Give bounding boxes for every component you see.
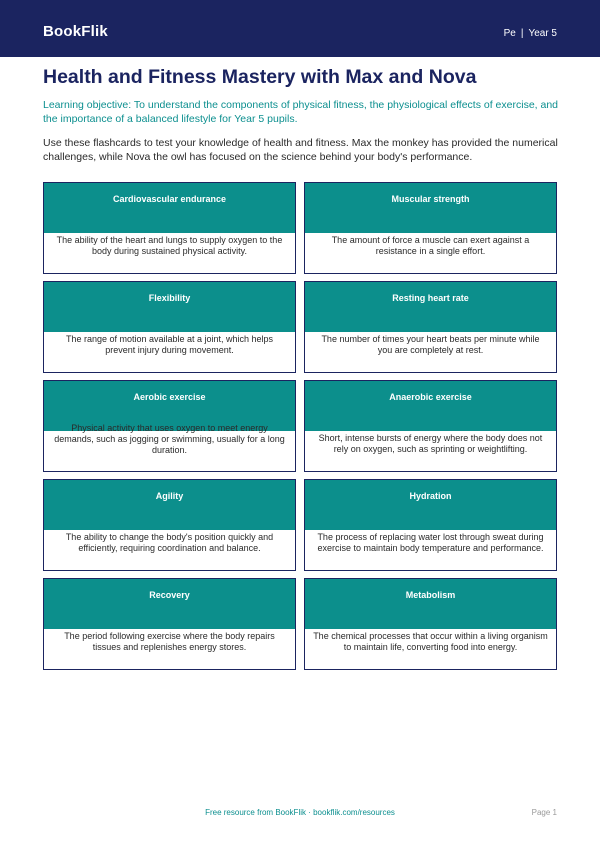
flashcard-definition: The period following exercise where the body repairs tissues and replenishes energy stores.: [64, 631, 275, 652]
page-number: Page 1: [531, 808, 557, 817]
flashcard[interactable]: [43, 281, 296, 373]
intro-text: Use these flashcards to test your knowledge of health and fitness. Max the monkey has provided the numerical challenges, while Nova the owl has focused on the science behind your body's performance.: [43, 137, 558, 163]
flashcard-front: [305, 183, 556, 233]
flashcard[interactable]: [304, 380, 557, 472]
flashcard-grid: [43, 182, 557, 670]
flashcard-front: [44, 282, 295, 332]
flashcard-back: [305, 629, 556, 669]
flashcard-back: [305, 233, 556, 273]
flashcard-front: [305, 282, 556, 332]
flashcard-definition: The amount of force a muscle can exert against a resistance in a single effort.: [331, 235, 530, 256]
flashcard[interactable]: [304, 182, 557, 274]
flashcard-front: [44, 480, 295, 530]
flashcard-back: [44, 332, 295, 372]
flashcard-definition: Physical activity that uses oxygen to meet energy demands, such as jogging or swimming, usually for a long duration.: [54, 423, 285, 455]
flashcard-term: Agility: [155, 491, 184, 501]
flashcard-term: Recovery: [149, 590, 190, 600]
flashcard-back: [305, 530, 556, 570]
flashcard-front: [305, 480, 556, 530]
flashcard-term: Muscular strength: [391, 194, 470, 204]
flashcard-definition: The process of replacing water lost through sweat during exercise to maintain body temperature and performance.: [317, 532, 544, 553]
flashcard[interactable]: [43, 479, 296, 571]
flashcard-term: Aerobic exercise: [133, 392, 206, 402]
flashcard[interactable]: [304, 281, 557, 373]
flashcard-back: [44, 530, 295, 570]
page-header: [0, 0, 600, 57]
flashcard-front: [44, 183, 295, 233]
flashcard-definition: Short, intense bursts of energy where the body does not rely on oxygen, such as sprinting or weightlifting.: [318, 433, 543, 454]
flashcard-front: [305, 381, 556, 431]
brand-logo: BookFlik: [43, 23, 108, 40]
flashcard-back: [44, 423, 295, 471]
year-label: Year 5: [528, 28, 557, 39]
flashcard-term: Anaerobic exercise: [389, 392, 472, 402]
subject-label: Pe: [503, 28, 516, 39]
flashcard-term: Flexibility: [148, 293, 191, 303]
flashcard-definition: The chemical processes that occur within a living organism to maintain life, converting food into energy.: [313, 631, 548, 652]
flashcard-definition: The ability of the heart and lungs to supply oxygen to the body during sustained physical activity.: [56, 235, 283, 256]
flashcard-back: [44, 233, 295, 273]
flashcard-front: [44, 579, 295, 629]
flashcard-front: [305, 579, 556, 629]
flashcard-back: [305, 332, 556, 372]
flashcard[interactable]: [43, 380, 296, 472]
page-title: Health and Fitness Mastery with Max and Nova: [43, 66, 477, 88]
flashcard-term: Hydration: [409, 491, 452, 501]
flashcard-term: Metabolism: [405, 590, 456, 600]
subject-year: [504, 28, 557, 39]
flashcard[interactable]: [304, 578, 557, 670]
header-separator: |: [520, 28, 524, 39]
flashcard-term: Cardiovascular endurance: [112, 194, 227, 204]
flashcard[interactable]: [43, 182, 296, 274]
flashcard-term: Resting heart rate: [392, 293, 469, 303]
learning-objective: Learning objective: To understand the components of physical fitness, the physiological effects of exercise, and the importance of a balanced lifestyle for Year 5 pupils.: [43, 99, 559, 125]
flashcard[interactable]: [43, 578, 296, 670]
flashcard[interactable]: [304, 479, 557, 571]
flashcard-definition: The number of times your heart beats per minute while you are completely at rest.: [321, 334, 540, 355]
flashcard-back: [305, 431, 556, 471]
footer-credit[interactable]: Free resource from BookFlik · bookflik.com/resources: [205, 808, 395, 817]
flashcard-definition: The ability to change the body's position quickly and efficiently, requiring coordination and balance.: [65, 532, 274, 553]
flashcard-back: [44, 629, 295, 669]
flashcard-definition: The range of motion available at a joint, which helps prevent injury during movement.: [65, 334, 274, 355]
